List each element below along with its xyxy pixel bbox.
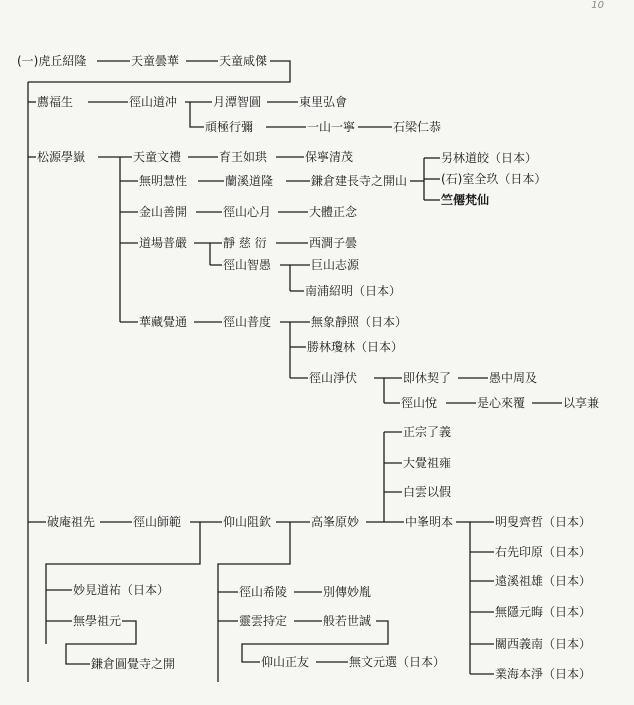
node-dajue-zuyong: 大覺祖雍 (403, 456, 452, 470)
node-jingshan-yue: 徑山悅 (401, 396, 438, 410)
node-linglin-daojiao: 另林道皎（日本） (441, 151, 538, 165)
node-jianfu-sheng: 薦福生 (37, 95, 74, 109)
node-miaojian-daoyou: 妙見道祐（日本） (73, 583, 170, 597)
node-dongli-honghui: 東里弘會 (299, 95, 348, 109)
node-huqiu-shaolong: (一)虎丘紹隆 (17, 54, 87, 68)
node-wuming-huixing: 無明慧性 (139, 174, 188, 188)
corner-mark: 10 (591, 0, 604, 11)
node-jushan-zhiyuan: 巨山志源 (311, 258, 360, 272)
node-shixin-laifu: 是心來覆 (477, 396, 526, 410)
node-yixiang-jian: 以享兼 (563, 396, 600, 410)
node-dati-zhengnian: 大體正念 (309, 205, 358, 219)
node-shenglin-qionglin: 勝林瓊林（日本） (307, 340, 404, 354)
node-youxian-yinyuan: 右先印原（日本） (495, 545, 592, 559)
node-gaofeng-yuanmiao: 高峯原妙 (311, 515, 360, 529)
node-baoning-qingmao: 保寧清茂 (305, 150, 354, 164)
node-yuzhong-zhouji: 愚中周及 (489, 371, 538, 385)
node-yuetan-zhiyuan: 月潭智圓 (213, 95, 262, 109)
node-jing-ci-yan: 靜 慈 衍 (223, 236, 267, 250)
node-shiliang-rengong: 石梁仁恭 (393, 120, 442, 134)
node-yuwang-rugong: 育王如珙 (219, 150, 268, 164)
node-yehai-benjing: 業海本淨（日本） (495, 667, 592, 681)
node-jinshan-shankai: 金山善開 (139, 205, 188, 219)
node-songyuan-xueyue: 松源學嶽 (37, 150, 86, 164)
node-jingshan-jingfu: 徑山淨伏 (309, 371, 358, 385)
node-xijian-zitan: 西澗子曇 (309, 236, 358, 250)
node-yangshan-zuqin: 仰山阻欽 (223, 515, 272, 529)
node-nanpu-shaoming: 南浦紹明（日本） (305, 284, 402, 298)
node-jingshan-shifan: 徑山師範 (133, 515, 182, 529)
node-wuyin-yuanhui: 無隱元晦（日本） (495, 605, 592, 619)
node-yishan-yining: 一山一寧 (307, 120, 356, 134)
node-jingshan-daochong: 徑山道冲 (129, 95, 178, 109)
node-wuxiang-jingzhao: 無象靜照（日本） (311, 315, 408, 329)
node-yuanxi-zuxiong: 遠溪祖雄（日本） (495, 574, 592, 588)
node-biechuan-miaoyin: 別傳妙胤 (323, 585, 372, 599)
node-baiyun-yijia: 白雲以假 (403, 485, 452, 499)
node-jingshan-zhiyu: 徑山智愚 (223, 258, 272, 272)
node-daochang-puyan: 道場普嚴 (139, 236, 188, 250)
node-wuxue-zuyuan: 無學祖元 (73, 614, 122, 628)
node-guanxi-yinan: 關西義南（日本） (495, 637, 592, 651)
node-jingshan-pudu: 徑山普度 (223, 315, 272, 329)
node-yangshan-zhengyou: 仰山正友 (261, 655, 310, 669)
node-shishi-quanjiu: (石)室全玖（日本） (441, 172, 547, 186)
node-jingshan-xinyue: 徑山心月 (223, 205, 272, 219)
node-wuwen-yuanxuan: 無文元選（日本） (349, 655, 446, 669)
node-mingsou-qizhe: 明叟齊哲（日本） (495, 515, 592, 529)
node-kamakura-engakuji: 鎌倉圓覺寺之開 (91, 657, 176, 671)
node-jingshan-xiling: 徑山希陵 (239, 585, 288, 599)
node-tiantong-wenli: 天童文禮 (133, 150, 182, 164)
node-zhengzong-liaoyi: 正宗了義 (403, 425, 452, 439)
node-zhongfeng-mingben: 中峯明本 (405, 515, 454, 529)
node-jixiu-qiliao: 即休契了 (403, 371, 452, 385)
node-huazang-juetong: 華藏覺通 (139, 315, 188, 329)
node-lingyun-chiding: 靈雲持定 (239, 614, 288, 628)
node-kamakura-kenchoji: 鎌倉建長寺之開山 (311, 174, 408, 188)
node-lanxi-daolong: 蘭溪道隆 (225, 174, 274, 188)
node-wanji-xingmi: 頑極行彌 (205, 120, 254, 134)
node-bore-shicheng: 般若世誠 (323, 614, 372, 628)
node-tiantong-xianjie: 天童咸傑 (219, 54, 268, 68)
node-poan-zuxian: 破庵祖先 (47, 515, 96, 529)
node-tiantong-tanhua: 天童曇華 (131, 54, 180, 68)
node-zhuxian-fanxian: 竺僊梵仙 (441, 193, 490, 207)
